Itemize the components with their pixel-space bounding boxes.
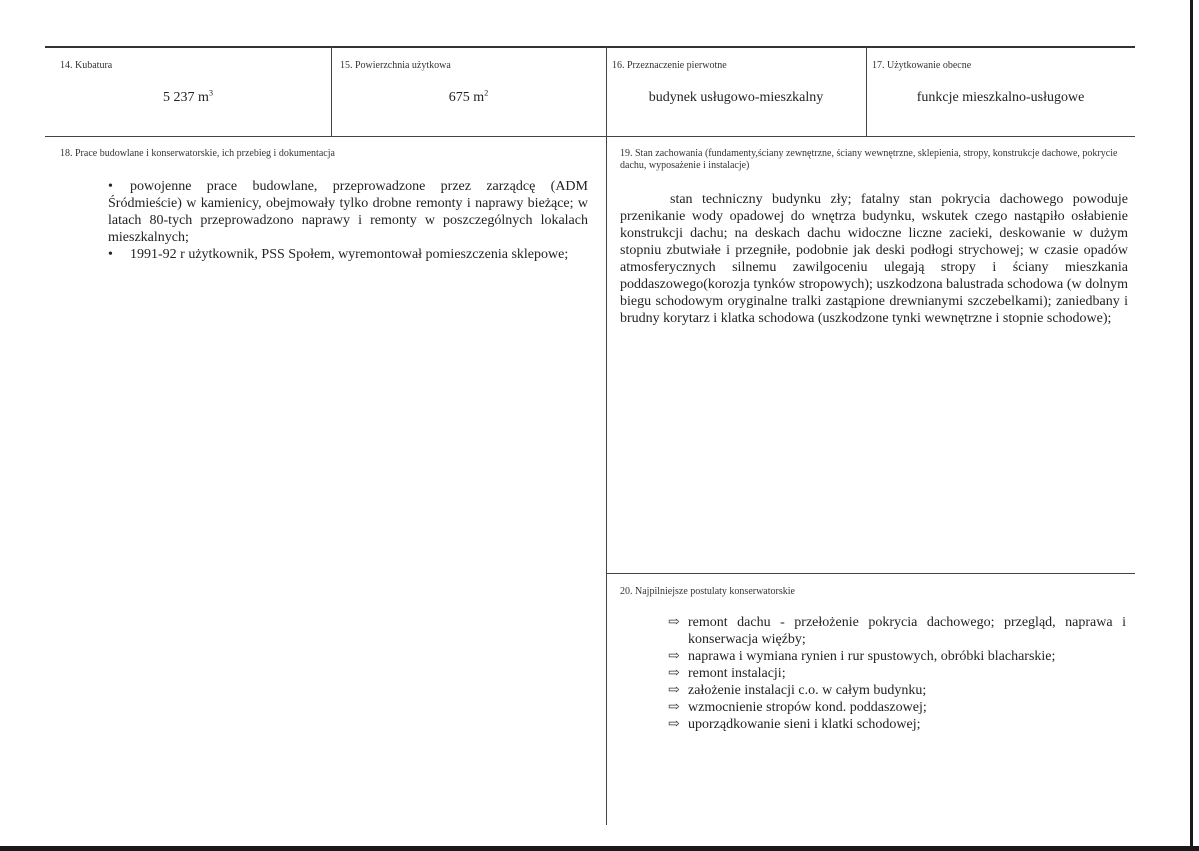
section19-bottom-rule <box>606 573 1135 574</box>
cell-value: budynek usługowo-mieszkalny <box>648 90 824 105</box>
arrow-right-icon: ⇨ <box>668 666 680 681</box>
arrow-right-icon: ⇨ <box>668 700 680 715</box>
bullet-icon: • <box>108 179 113 194</box>
section-18-label: 18. Prace budowlane i konserwatorskie, ich przebieg i dokumentacja <box>60 148 335 159</box>
list-item: ⇨ remont dachu - przełożenie pokrycia dachowego; przegląd, naprawa i konserwacja więźby; <box>668 615 1126 647</box>
section-20-label: 20. Najpilniejsze postulaty konserwatorskie <box>620 586 795 597</box>
list-item: ⇨ uporządkowanie sieni i klatki schodowej; <box>668 717 921 732</box>
cell-label: 15. Powierzchnia użytkowa <box>340 60 451 71</box>
cell-value: 675 $m^2$ <box>448 88 489 105</box>
arrow-right-icon: ⇨ <box>668 615 680 630</box>
section-19-body: stan techniczny budynku zły; fatalny stan pokrycia dachowego powoduje przenikanie wody opadowej do wnętrza budynku, wskutek czego nastąpiło osłabienie konstrukcji dachu; na deskach dachu widoczne liczne zacieki, deskowanie w dużym stopniu zbutwiałe i przegniłe, podobnie jak deski podłogi strychowej; w czasie opadów atmosferycznych silnemu zawilgoceniu ulegają stropy i ściany mieszkania poddaszowego(korozja tynków stropowych); uszkodzona balustrada schodowa (w dolnym biegu schodowym oryginalne tralki zastąpione drewnianymi szczebelkami); zaniedbany i brudny korytarz i klatka schodowa (uszkodzone tynki wewnętrzne i stopnie schodowe); <box>620 192 1128 326</box>
cell-value: funkcje mieszkalno-usługowe <box>916 90 1085 105</box>
cell-label: 16. Przeznaczenie pierwotne <box>612 60 727 71</box>
table-top-rule <box>45 46 1135 48</box>
arrow-right-icon: ⇨ <box>668 717 680 732</box>
list-item: ⇨ naprawa i wymiana rynien i rur spustowych, obróbki blacharskie; <box>668 649 1056 664</box>
section-19-label: 19. Stan zachowania (fundamenty,ściany zewnętrzne, ściany wewnętrzne, sklepienia, stropy, konstrukcje dachowe, pokrycie dachu, wyposażenie i instalacje) <box>620 148 1118 171</box>
scan-border-right <box>1190 0 1193 851</box>
list-item: • 1991-92 r użytkownik, PSS Społem, wyremontował pomieszczenia sklepowe; <box>108 247 569 262</box>
main-divider <box>606 47 607 825</box>
cell-value: 5 237 $m^3$ <box>163 88 213 105</box>
list-item: • powojenne prace budowlane, przeprowadzone przez zarządcę (ADM Śródmieście) w kamienicy, obejmowały tylko drobne remonty i naprawy bieżące; w latach 80-tych przeprowadzono naprawy i remonty w poszczególnych lokalach mieszkalnych; <box>108 179 588 245</box>
cell-label: 17. Użytkowanie obecne <box>872 60 972 71</box>
arrow-right-icon: ⇨ <box>668 649 680 664</box>
list-item: ⇨ wzmocnienie stropów kond. poddaszowej; <box>668 700 927 715</box>
scan-border-bottom <box>0 846 1199 851</box>
arrow-right-icon: ⇨ <box>668 683 680 698</box>
list-item: ⇨ założenie instalacji c.o. w całym budynku; <box>668 683 927 698</box>
section-18-body <box>108 178 588 263</box>
bullet-icon: • <box>108 247 113 262</box>
section-20-body <box>668 614 1126 733</box>
list-item: ⇨ remont instalacji; <box>668 666 786 681</box>
cell-label: 14. Kubatura <box>60 60 113 71</box>
row1-bottom-rule <box>45 136 1135 137</box>
